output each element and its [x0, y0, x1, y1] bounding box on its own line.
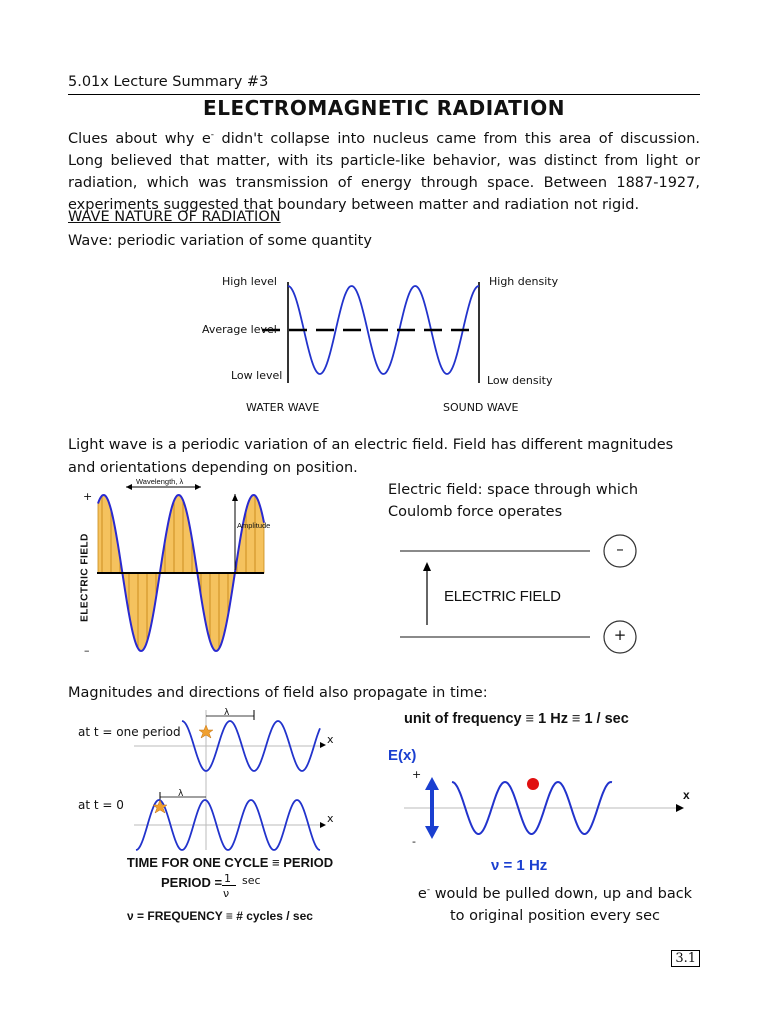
double-arrow-up	[425, 777, 439, 790]
water-wave-label: WATER WAVE	[246, 401, 320, 414]
x-label-period: x	[327, 733, 334, 746]
positive-sign: +	[613, 626, 627, 644]
page-title: ELECTROMAGNETIC RADIATION	[203, 96, 565, 120]
section-heading: WAVE NATURE OF RADIATION	[68, 209, 281, 225]
period-denominator: ν	[223, 887, 230, 900]
high-density-label: High density	[489, 275, 559, 288]
lecture-header: 5.01x Lecture Summary #3	[68, 74, 269, 90]
freq-plus-sign: +	[412, 768, 422, 781]
light-wave-text: Light wave is a periodic variation of an electric field. Field has different magnitudes and orientations depending on position.	[68, 437, 674, 476]
electron-text-rest: would be pulled down, up and back to original position every sec	[430, 885, 693, 924]
average-level-label: Average level	[202, 323, 277, 336]
x-label-zero: x	[327, 812, 334, 825]
electron-text-start: e	[417, 885, 427, 902]
intro-text-start: Clues about why e	[68, 130, 211, 147]
intro-text-rest: didn't collapse into nucleus came from this area of discussion. Long believed that matter, with its particle-like behavior, was distinct from light or radiation, which was transmission of energy through space. Between 1887-1927, experiments suggested that boundary between matter and radiation not rigid.	[68, 130, 700, 213]
electron-superscript: -	[426, 885, 431, 895]
field-plus-sign: +	[83, 490, 93, 503]
amplitude-label: Amplitude	[237, 521, 271, 530]
lambda-label-top: λ	[224, 708, 230, 718]
negative-sign: –	[616, 540, 624, 558]
sound-wave-label: SOUND WAVE	[443, 401, 519, 414]
field-minus-sign: –	[84, 644, 90, 657]
propagate-text: Magnitudes and directions of field also propagate in time:	[68, 685, 488, 701]
electron-marker	[527, 778, 539, 790]
intro-superscript: -	[210, 130, 215, 140]
frequency-caption: ν = FREQUENCY ≡ # cycles / sec	[127, 909, 313, 923]
low-density-label: Low density	[487, 374, 553, 387]
t-period-label: at t = one period	[78, 725, 181, 739]
t-zero-label: at t = 0	[78, 798, 124, 812]
low-level-label: Low level	[231, 369, 283, 382]
electron-text	[410, 879, 700, 927]
lambda-label-bottom: λ	[178, 789, 184, 799]
double-arrow-down	[425, 826, 439, 839]
unit-frequency-caption: unit of frequency ≡ 1 Hz ≡ 1 / sec	[404, 711, 629, 727]
wave-definition: Wave: periodic variation of some quantity	[68, 233, 372, 249]
cycle-caption: TIME FOR ONE CYCLE ≡ PERIOD	[126, 855, 334, 870]
capacitor-field-label: ELECTRIC FIELD	[444, 588, 561, 605]
period-label: PERIOD =	[161, 875, 223, 890]
nu-label: ν = 1 Hz	[491, 857, 548, 874]
period-unit: sec	[242, 874, 261, 887]
ex-label: E(x)	[388, 747, 417, 764]
freq-axis-arrow	[676, 804, 684, 812]
freq-minus-sign: -	[412, 835, 416, 848]
period-numerator: 1	[224, 872, 231, 885]
page-number: 3.1	[671, 950, 700, 967]
high-level-label: High level	[222, 275, 277, 288]
freq-x-label: x	[683, 788, 690, 802]
electric-field-axis-label: ELECTRIC FIELD	[79, 533, 91, 622]
electric-field-definition: Electric field: space through which Coulomb force operates	[388, 482, 639, 520]
wavelength-label: Wavelength, λ	[136, 477, 184, 486]
